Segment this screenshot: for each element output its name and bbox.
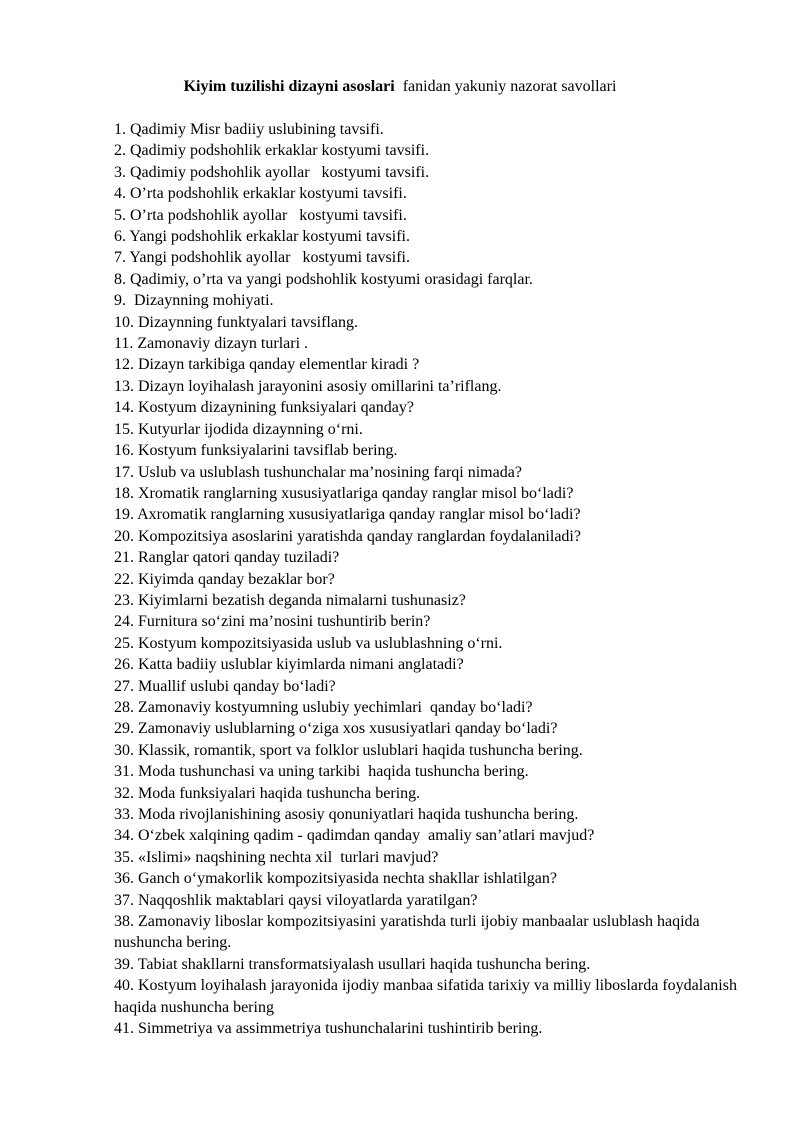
question-item: 29. Zamonaviy uslublarning o‘ziga xos xususiyatlari qanday bo‘ladi? — [114, 720, 558, 738]
question-item: 15. Kutyurlar ijodida dizaynning o‘rni. — [114, 420, 363, 438]
question-item: 5. O’rta podshohlik ayollar kostyumi tavsifi. — [114, 206, 407, 224]
question-item: 14. Kostyum dizaynining funksiyalari qanday? — [114, 399, 414, 417]
question-item: 4. O’rta podshohlik erkaklar kostyumi tavsifi. — [114, 185, 407, 203]
question-item: 12. Dizayn tarkibiga qanday elementlar kiradi ? — [114, 356, 420, 374]
question-item: 23. Kiyimlarni bezatish deganda nimalarni tushunasiz? — [114, 591, 466, 609]
question-item: 16. Kostyum funksiyalarini tavsiflab bering. — [114, 442, 398, 460]
question-list — [114, 119, 750, 1039]
question-item: 31. Moda tushunchasi va uning tarkibi haqida tushuncha bering. — [114, 763, 529, 781]
question-item: 7. Yangi podshohlik ayollar kostyumi tavsifi. — [114, 249, 410, 267]
question-item: 26. Katta badiiy uslublar kiyimlarda nimani anglatadi? — [114, 656, 464, 674]
question-item: 41. Simmetriya va assimmetriya tushunchalarini tushintirib bering. — [114, 1020, 543, 1038]
question-item: 3. Qadimiy podshohlik ayollar kostyumi tavsifi. — [114, 163, 430, 181]
question-item: 32. Moda funksiyalari haqida tushuncha bering. — [114, 784, 421, 802]
question-item: 35. «Islimi» naqshining nechta xil turlari mavjud? — [114, 848, 439, 866]
question-item: 37. Naqqoshlik maktablari qaysi viloyatlarda yaratilgan? — [114, 891, 478, 909]
question-item: 38. Zamonaviy liboslar kompozitsiyasini yaratishda turli ijobiy manbaalar uslublash haqida nushuncha bering. — [114, 913, 700, 952]
question-item: 13. Dizayn loyihalash jarayonini asosiy omillarini ta’riflang. — [114, 377, 502, 395]
question-item: 33. Moda rivojlanishining asosiy qonuniyatlari haqida tushuncha bering. — [114, 806, 579, 823]
question-item: 8. Qadimiy, o’rta va yangi podshohlik kostyumi orasidagi farqlar. — [114, 270, 533, 288]
question-item: 30. Klassik, romantik, sport va folklor uslublari haqida tushuncha bering. — [114, 741, 583, 759]
question-item: 40. Kostyum loyihalash jarayonida ijodiy manbaa sifatida tarixiy va milliy liboslarda foydalanish haqida nushuncha bering — [114, 977, 737, 1016]
question-item: 6. Yangi podshohlik erkaklar kostyumi tavsifi. — [114, 228, 410, 246]
page-title-bold: Kiyim tuzilishi dizayni asoslari — [183, 78, 395, 95]
question-item: 18. Xromatik ranglarning xususiyatlariga qanday ranglar misol bo‘ladi? — [114, 484, 574, 502]
question-item: 21. Ranglar qatori qanday tuziladi? — [114, 549, 340, 567]
page-title — [0, 76, 800, 98]
question-item: 34. O‘zbek xalqining qadim - qadimdan qanday amaliy san’atlari mavjud? — [114, 827, 595, 845]
question-item: 27. Muallif uslubi qanday bo‘ladi? — [114, 677, 336, 695]
question-item: 20. Kompozitsiya asoslarini yaratishda qanday ranglardan foydalaniladi? — [114, 527, 581, 545]
question-item: 19. Axromatik ranglarning xususiyatlariga qanday ranglar misol bo‘ladi? — [114, 506, 581, 524]
question-item: 28. Zamonaviy kostyumning uslubiy yechimlari qanday bo‘ladi? — [114, 698, 533, 716]
question-item: 36. Ganch o‘ymakorlik kompozitsiyasida nechta shakllar ishlatilgan? — [114, 870, 557, 888]
question-item: 10. Dizaynning funktyalari tavsiflang. — [114, 313, 358, 331]
question-item: 24. Furnitura so‘zini ma’nosini tushuntirib berin? — [114, 613, 431, 631]
page-title-rest: fanidan yakuniy nazorat savollari — [394, 78, 617, 95]
question-item: 22. Kiyimda qanday bezaklar bor? — [114, 570, 335, 588]
question-item: 2. Qadimiy podshohlik erkaklar kostyumi tavsifi. — [114, 142, 430, 160]
question-item: 1. Qadimiy Misr badiiy uslubining tavsifi. — [114, 121, 384, 138]
question-item: 39. Tabiat shakllarni transformatsiyalash usullari haqida tushuncha bering. — [114, 955, 591, 973]
question-item: 11. Zamonaviy dizayn turlari . — [114, 335, 309, 353]
question-item: 9. Dizaynning mohiyati. — [114, 292, 274, 310]
question-item: 25. Kostyum kompozitsiyasida uslub va uslublashning o‘rni. — [114, 634, 503, 652]
question-item: 17. Uslub va uslublash tushunchalar ma’nosining farqi nimada? — [114, 463, 522, 481]
